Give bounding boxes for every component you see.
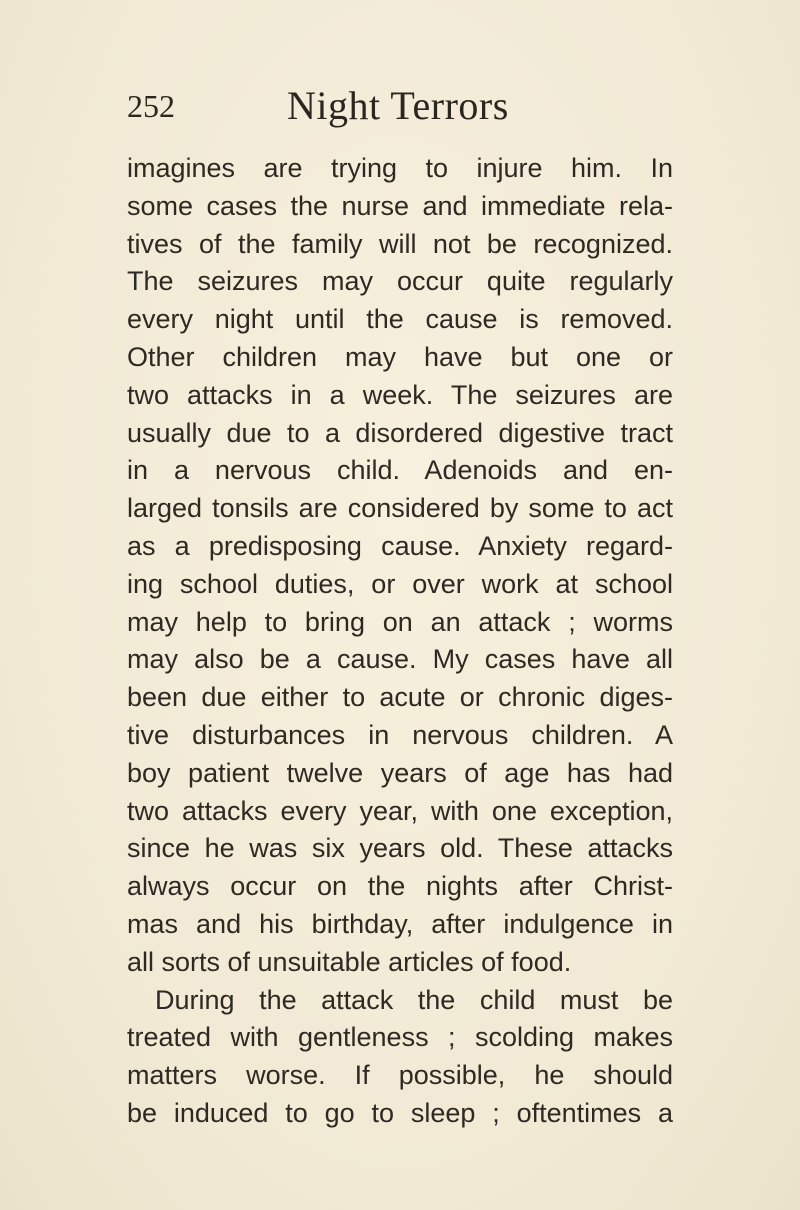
- body-text: [127, 150, 673, 1133]
- text-line: some cases the nurse and immediate rela-: [127, 190, 673, 221]
- text-line: may help to bring on an attack ; worms: [127, 606, 673, 637]
- text-line: imagines are trying to injure him. In: [127, 153, 673, 183]
- running-head: [127, 82, 675, 128]
- text-line: usually due to a disordered digestive tract: [127, 417, 673, 448]
- text-line: tive disturbances in nervous children. A: [127, 719, 673, 750]
- text-line: been due either to acute or chronic diges-: [127, 682, 673, 713]
- page-number: 252: [127, 88, 175, 124]
- text-line: as a predisposing cause. Anxiety regard-: [127, 530, 673, 561]
- text-line: all sorts of unsuitable articles of food.: [127, 946, 572, 977]
- text-line: in a nervous child. Adenoids and en-: [127, 455, 673, 486]
- text-line: two attacks in a week. The seizures are: [127, 379, 673, 410]
- text-line: since he was six years old. These attacks: [127, 833, 673, 864]
- text-line: be induced to go to sleep ; oftentimes a: [127, 1097, 673, 1128]
- text-line: every night until the cause is removed.: [127, 304, 673, 335]
- text-line: may also be a cause. My cases have all: [127, 644, 673, 675]
- text-line: matters worse. If possible, he should: [127, 1060, 673, 1091]
- text-line: boy patient twelve years of age has had: [127, 757, 673, 788]
- text-line: During the attack the child must be: [155, 984, 673, 1015]
- text-line: always occur on the nights after Christ-: [127, 871, 673, 902]
- text-line: tives of the family will not be recognized.: [127, 228, 673, 259]
- text-line: treated with gentleness ; scolding makes: [127, 1022, 673, 1053]
- text-line: mas and his birthday, after indulgence in: [127, 908, 673, 939]
- text-line: ing school duties, or over work at school: [127, 568, 673, 599]
- text-line: The seizures may occur quite regularly: [127, 266, 673, 297]
- running-title: Night Terrors: [287, 83, 509, 128]
- text-line: two attacks every year, with one exception,: [127, 795, 673, 826]
- text-line: Other children may have but one or: [127, 341, 673, 372]
- text-line: larged tonsils are considered by some to act: [127, 493, 673, 524]
